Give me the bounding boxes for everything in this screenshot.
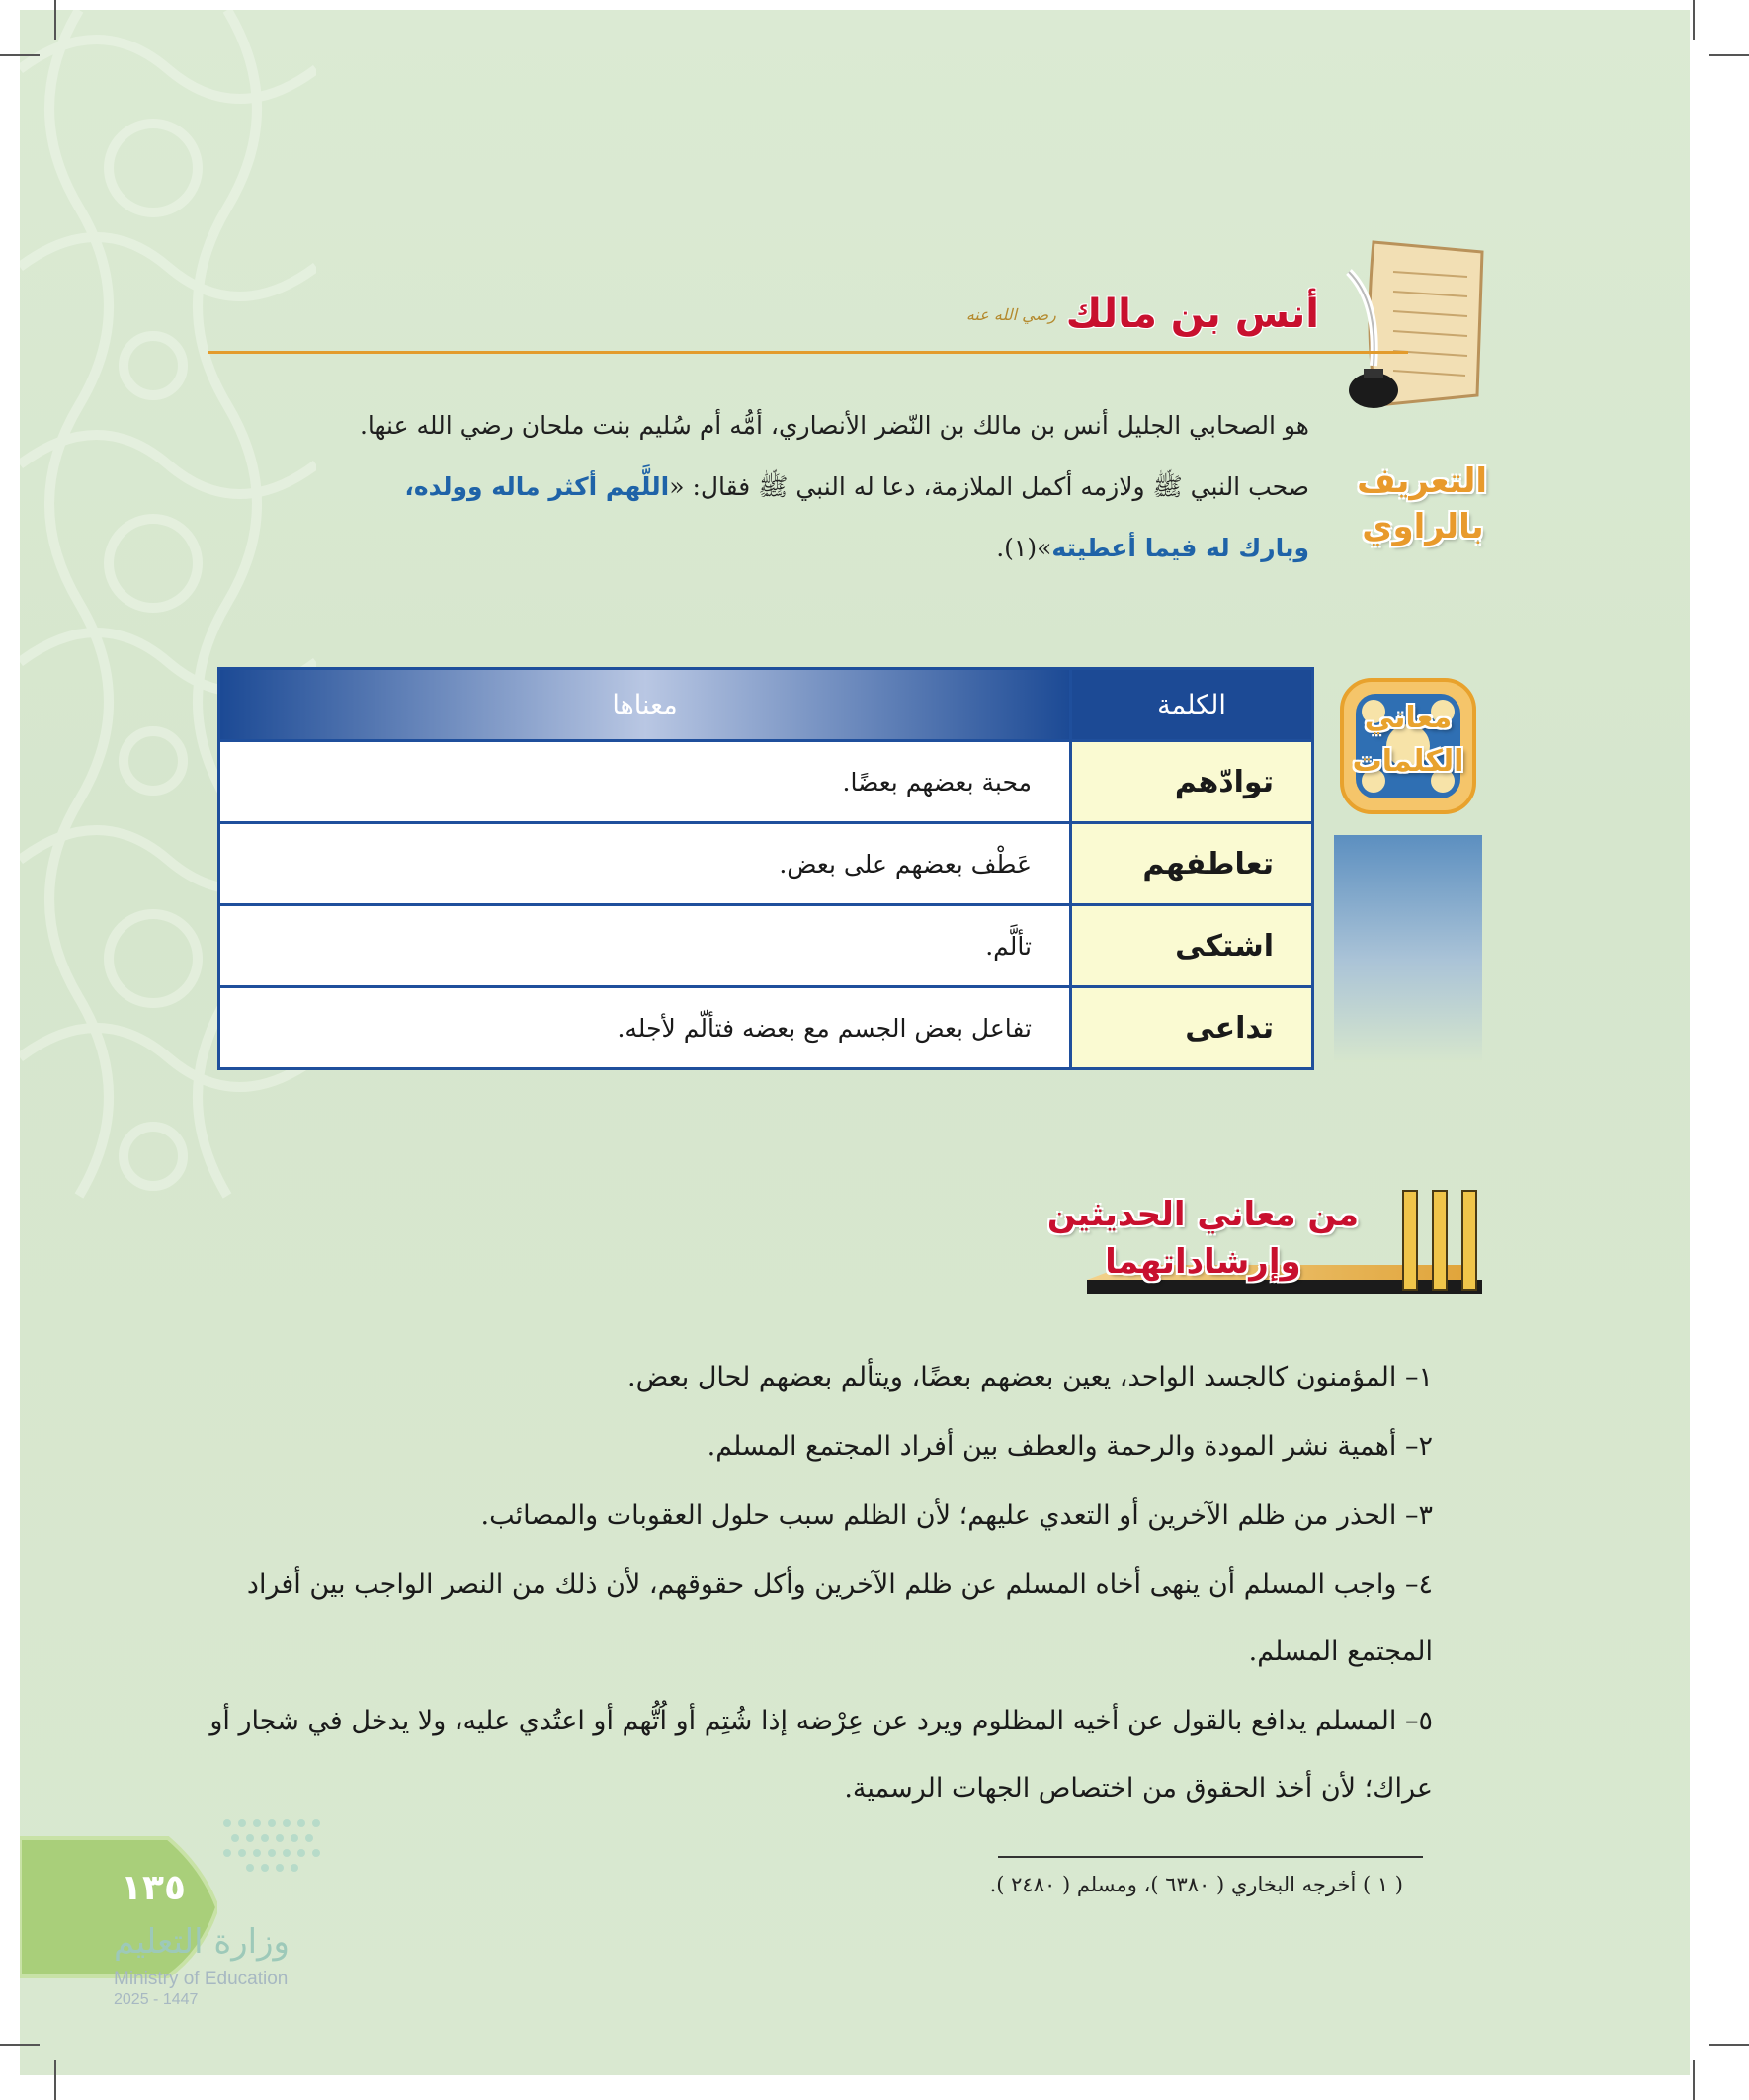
vocab-meaning: عَطْف بعضهم على بعض. xyxy=(219,823,1071,905)
vocab-meaning: محبة بعضهم بعضًا. xyxy=(219,741,1071,823)
vocab-word: توادّهم xyxy=(1071,741,1313,823)
footnote-ref: »(١). xyxy=(996,534,1052,562)
lessons-title-line2: وإرشاداتهما xyxy=(1105,1242,1301,1282)
crop-mark xyxy=(1693,2060,1695,2100)
item-text: المسلم يدافع بالقول عن أخيه المظلوم ويرد عن عِرْضه إذا شُتِم أو اُتُّهم أو اعتُدي عليه، ولا يدخل في شجار أو عراك؛ لأن أخذ الحقوق من اختصاص الجهات الرسمية. xyxy=(209,1706,1433,1804)
crop-mark xyxy=(0,2044,40,2046)
page-background xyxy=(20,10,1690,2075)
list-item xyxy=(158,1413,1433,1480)
vocab-word: تداعى xyxy=(1071,987,1313,1069)
edition-year: 2025 - 1447 xyxy=(114,1991,199,2008)
list-item xyxy=(158,1688,1433,1822)
list-item xyxy=(158,1344,1433,1411)
lessons-list xyxy=(158,1344,1433,1824)
vocab-word: اشتكى xyxy=(1071,905,1313,987)
header-word: الكلمة xyxy=(1071,669,1313,741)
footnote-divider xyxy=(998,1856,1423,1858)
list-item xyxy=(158,1482,1433,1550)
page-number: ١٣٥ xyxy=(121,1868,186,1908)
decorative-pattern xyxy=(20,10,316,1295)
vocab-meaning: تألَّم. xyxy=(219,905,1071,987)
list-item xyxy=(158,1552,1433,1686)
vocabulary-table xyxy=(217,667,1314,1070)
narrator-label-line1: التعريف xyxy=(1357,462,1487,501)
crop-mark xyxy=(1693,0,1695,40)
narrator-title xyxy=(966,292,1319,337)
narrator-name: أنس بن مالك xyxy=(1065,292,1319,337)
intro-line-2-text: صحب النبي ﷺ ولازمه أكمل الملازمة، دعا له النبي ﷺ فقال: « xyxy=(669,472,1309,501)
item-number: ٢– xyxy=(1404,1431,1433,1462)
table-row xyxy=(219,741,1313,823)
vocab-badge-line1: معاني xyxy=(1364,701,1453,735)
vocab-meaning: تفاعل بعض الجسم مع بعضه فتألّم لأجله. xyxy=(219,987,1071,1069)
lessons-title-line1: من معاني الحديثين xyxy=(1046,1195,1359,1234)
title-divider xyxy=(208,351,1408,354)
item-text: المؤمنون كالجسد الواحد، يعين بعضهم بعضًا، ويتألم بعضهم لحال بعض. xyxy=(627,1362,1397,1392)
dua-quote-part1: اللَّهم أكثر ماله وولده، xyxy=(404,472,670,501)
table-header-row xyxy=(219,669,1313,741)
item-text: أهمية نشر المودة والرحمة والعطف بين أفراد المجتمع المسلم. xyxy=(707,1431,1397,1462)
item-number: ٣– xyxy=(1404,1500,1433,1531)
ministry-name-arabic: وزارة التعليم xyxy=(114,1922,290,1962)
crop-mark xyxy=(0,54,40,56)
vocabulary-badge-label xyxy=(1334,697,1482,784)
narrator-intro xyxy=(173,395,1309,579)
dua-quote-part2: وبارك له فيما أعطيته xyxy=(1051,534,1309,562)
vocabulary-side-bar xyxy=(1334,835,1482,1062)
item-number: ١– xyxy=(1404,1362,1433,1392)
item-text: الحذر من ظلم الآخرين أو التعدي عليهم؛ لأن الظلم سبب حلول العقوبات والمصائب. xyxy=(480,1500,1397,1531)
narrator-section-label xyxy=(1359,460,1487,550)
crop-mark xyxy=(54,2060,56,2100)
table-row xyxy=(219,823,1313,905)
intro-line-3 xyxy=(173,518,1309,579)
intro-line-2 xyxy=(173,457,1309,518)
lessons-section-title xyxy=(1047,1191,1359,1286)
ministry-logo-icon xyxy=(217,1813,326,1883)
intro-line-1: هو الصحابي الجليل أنس بن مالك بن النّضر الأنصاري، أمُّه أم سُليم بنت ملحان رضي الله عنها. xyxy=(359,411,1309,440)
crop-mark xyxy=(1709,54,1749,56)
honorific: رضي الله عنه xyxy=(965,304,1056,324)
table-row xyxy=(219,905,1313,987)
scroll-quill-icon xyxy=(1339,232,1492,420)
footnote: ( ١ ) أخرجه البخاري ( ٦٣٨٠ )، ومسلم ( ٢٤٨٠ ). xyxy=(989,1873,1403,1896)
item-number: ٥– xyxy=(1404,1706,1433,1736)
header-meaning: معناها xyxy=(219,669,1071,741)
item-number: ٤– xyxy=(1404,1569,1433,1600)
item-text: واجب المسلم أن ينهى أخاه المسلم عن ظلم الآخرين وأكل حقوقهم، لأن ذلك من النصر الواجب بين أفراد المجتمع المسلم. xyxy=(246,1569,1433,1667)
vocab-badge-line2: الكلمات xyxy=(1352,744,1464,779)
vocab-word: تعاطفهم xyxy=(1071,823,1313,905)
crop-mark xyxy=(1709,2044,1749,2046)
crop-mark xyxy=(54,0,56,40)
table-row xyxy=(219,987,1313,1069)
ministry-name-english: Ministry of Education xyxy=(114,1969,289,1989)
narrator-label-line2: بالراوي xyxy=(1362,506,1484,546)
